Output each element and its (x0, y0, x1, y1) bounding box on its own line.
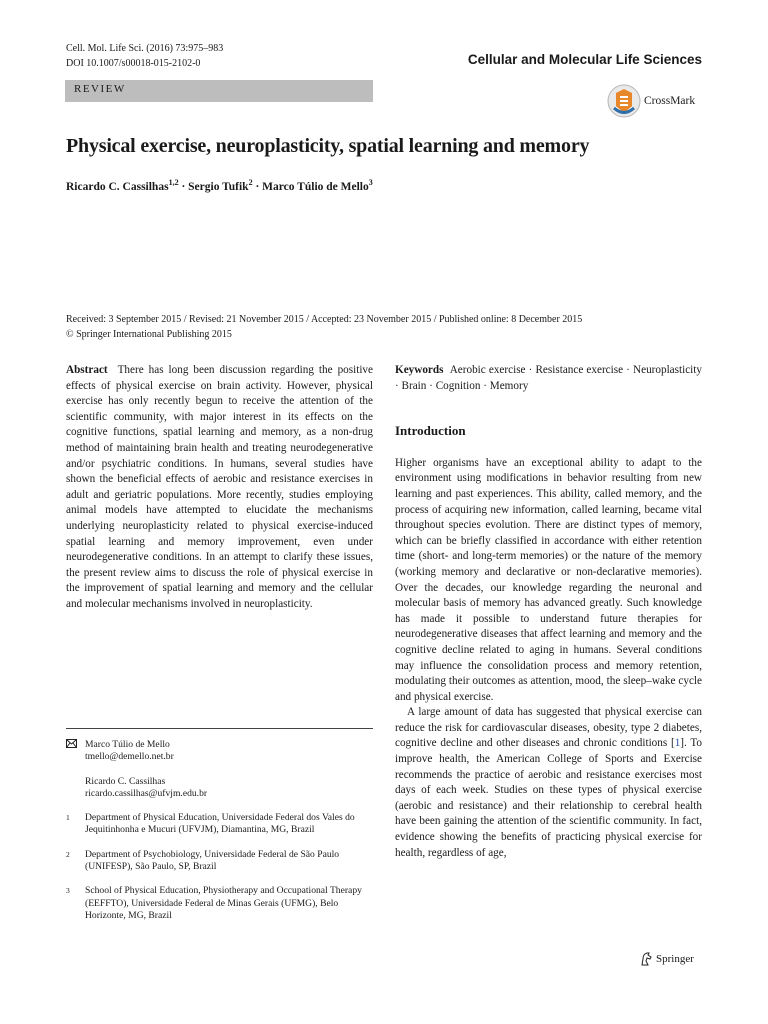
keywords-label: Keywords (395, 364, 444, 376)
introduction-paragraph: Higher organisms have an exceptional ability to adapt to the environment using modifications in behavior resulting from new learning and past experiences. This ability, called memory, and the process of acquiring new information, called learning, became vital throughout species evolution. There are distinct types of memory, which can be briefly classified in accordance with either retention time (short- and long-term memories) or the nature of the memory (working memory and declarative or non-declarative memories). Over the decades, our knowledge regarding the neuronal and molecular basis of memory has advanced greatly. Such knowledge has made it possible to understand future therapies for neurodegenerative diseases that affect learning and memory and the cognitive decline related to aging in humans. Several conditions may influence the consolidation process and memory retention, modulating their outcomes as attention, mood, the sleep–wake cycle and physical exercise. (395, 456, 702, 703)
affiliation-number: 3 (66, 886, 70, 896)
publication-history (66, 313, 706, 342)
copyright-line: © Springer International Publishing 2015 (66, 328, 232, 340)
author-name[interactable]: Marco Túlio de Mello (262, 180, 369, 193)
article-type-label: REVIEW (74, 83, 126, 95)
keywords-text: Aerobic exercise · Resistance exercise · Neuroplasticity · Brain · Cognition · Memory (395, 364, 702, 392)
affiliation-text: School of Physical Education, Physiotherapy and Occupational Therapy (EEFFTO), Universidade Federal de Minas Gerais (UFMG), Belo Horizonte, MG, Brazil (85, 885, 362, 921)
reference-link[interactable]: 1 (674, 737, 681, 750)
right-column (395, 363, 702, 861)
crossmark-badge[interactable] (607, 84, 695, 118)
author-name[interactable]: Sergio Tufik (188, 180, 249, 193)
affiliation-item (66, 885, 373, 922)
corresponding-author-email[interactable]: tmello@demello.net.br (85, 751, 174, 763)
crossmark-icon (607, 84, 641, 118)
crossmark-label: CrossMark (644, 95, 696, 107)
abstract-text: There has long been discussion regarding the positive effects of physical exercise on brain activity. However, physical exercise has only recently begun to receive the attention of the scientific community, with major interest in its effects on the cognitive functions, spatial learning and memory, as a non-drug method of maintaining brain health and treating neurodegenerative and/or psychiatric conditions. In humans, several studies have shown the beneficial effects of aerobic and resistance exercises in adult and geriatric populations. More recently, studies employing animal models have attempted to elucidate the mechanisms underlying neuroplasticity related to physical exercise-induced spatial learning and memory improvement, even under neurodegenerative conditions. In an attempt to clarify these issues, the present review aims to discuss the role of physical exercise in the improvement of spatial learning and memory and the cellular and molecular mechanisms involved in neuroplasticity. (66, 364, 373, 610)
correspondence (66, 739, 373, 800)
introduction-paragraph (395, 705, 702, 861)
abstract-section (66, 363, 373, 613)
keywords-section (395, 363, 702, 394)
citation-line: Cell. Mol. Life Sci. (2016) 73:975–983 (66, 43, 224, 54)
corresponding-author-email[interactable]: ricardo.cassilhas@ufvjm.edu.br (85, 787, 208, 799)
journal-name: Cellular and Molecular Life Sciences (467, 52, 702, 67)
footnote-divider (66, 728, 373, 729)
affiliation-item (66, 849, 373, 874)
publisher-name: Springer (656, 953, 694, 965)
springer-horse-icon (640, 952, 652, 966)
paragraph-text: A large amount of data has suggested that physical exercise can reduce the risk for cardiovascular diseases, obesity, type 2 diabetes, cognitive decline and other diseases and chronic conditions [ (395, 706, 702, 750)
paragraph-text: ]. To improve health, the American College of Sports and Exercise recommends the practice of aerobic and resistance exercises most days of each week. Studies on these types of physical exercise (aerobic and resistance) and their relationship to cerebral health have been gaining the attention of the scientific community. In fact, evidence showing the benefits of practicing physical exercise for health, regardless of age, (395, 737, 702, 859)
abstract-label: Abstract (66, 364, 108, 376)
citation-info (66, 41, 223, 71)
corresponding-author-name: Marco Túlio de Mello (85, 739, 170, 750)
author-separator: · (252, 180, 263, 193)
author-separator: · (178, 180, 189, 193)
author-name[interactable]: Ricardo C. Cassilhas (66, 180, 169, 193)
affiliation-text: Department of Physical Education, Universidade Federal dos Vales do Jequitinhonha e Mucuri (UFVJM), Diamantina, MG, Brazil (85, 812, 355, 836)
publisher-logo (640, 952, 694, 966)
article-type-bar (65, 80, 373, 102)
affiliation-text: Department of Psychobiology, Universidade Federal de São Paulo (UNIFESP), São Paulo, SP, Brazil (85, 848, 340, 873)
author-affiliation-sup: 1,2 (168, 178, 179, 187)
envelope-icon (66, 739, 85, 800)
author-affiliation-sup: 2 (248, 178, 253, 187)
affiliation-number: 2 (66, 849, 70, 859)
dates-line: Received: 3 September 2015 / Revised: 21 November 2015 / Accepted: 23 November 2015 / Published online: 8 December 2015 (66, 314, 583, 325)
introduction-heading: Introduction (395, 423, 466, 439)
author-affiliation-sup: 3 (368, 178, 373, 187)
footnotes (66, 739, 373, 922)
article-title: Physical exercise, neuroplasticity, spatial learning and memory (66, 135, 590, 157)
affiliation-item (66, 812, 373, 837)
affiliation-number: 1 (66, 813, 70, 823)
corresponding-author-name: Ricardo C. Cassilhas (85, 775, 166, 787)
doi-line[interactable]: DOI 10.1007/s00018-015-2102-0 (66, 58, 201, 69)
author-list (66, 178, 373, 193)
